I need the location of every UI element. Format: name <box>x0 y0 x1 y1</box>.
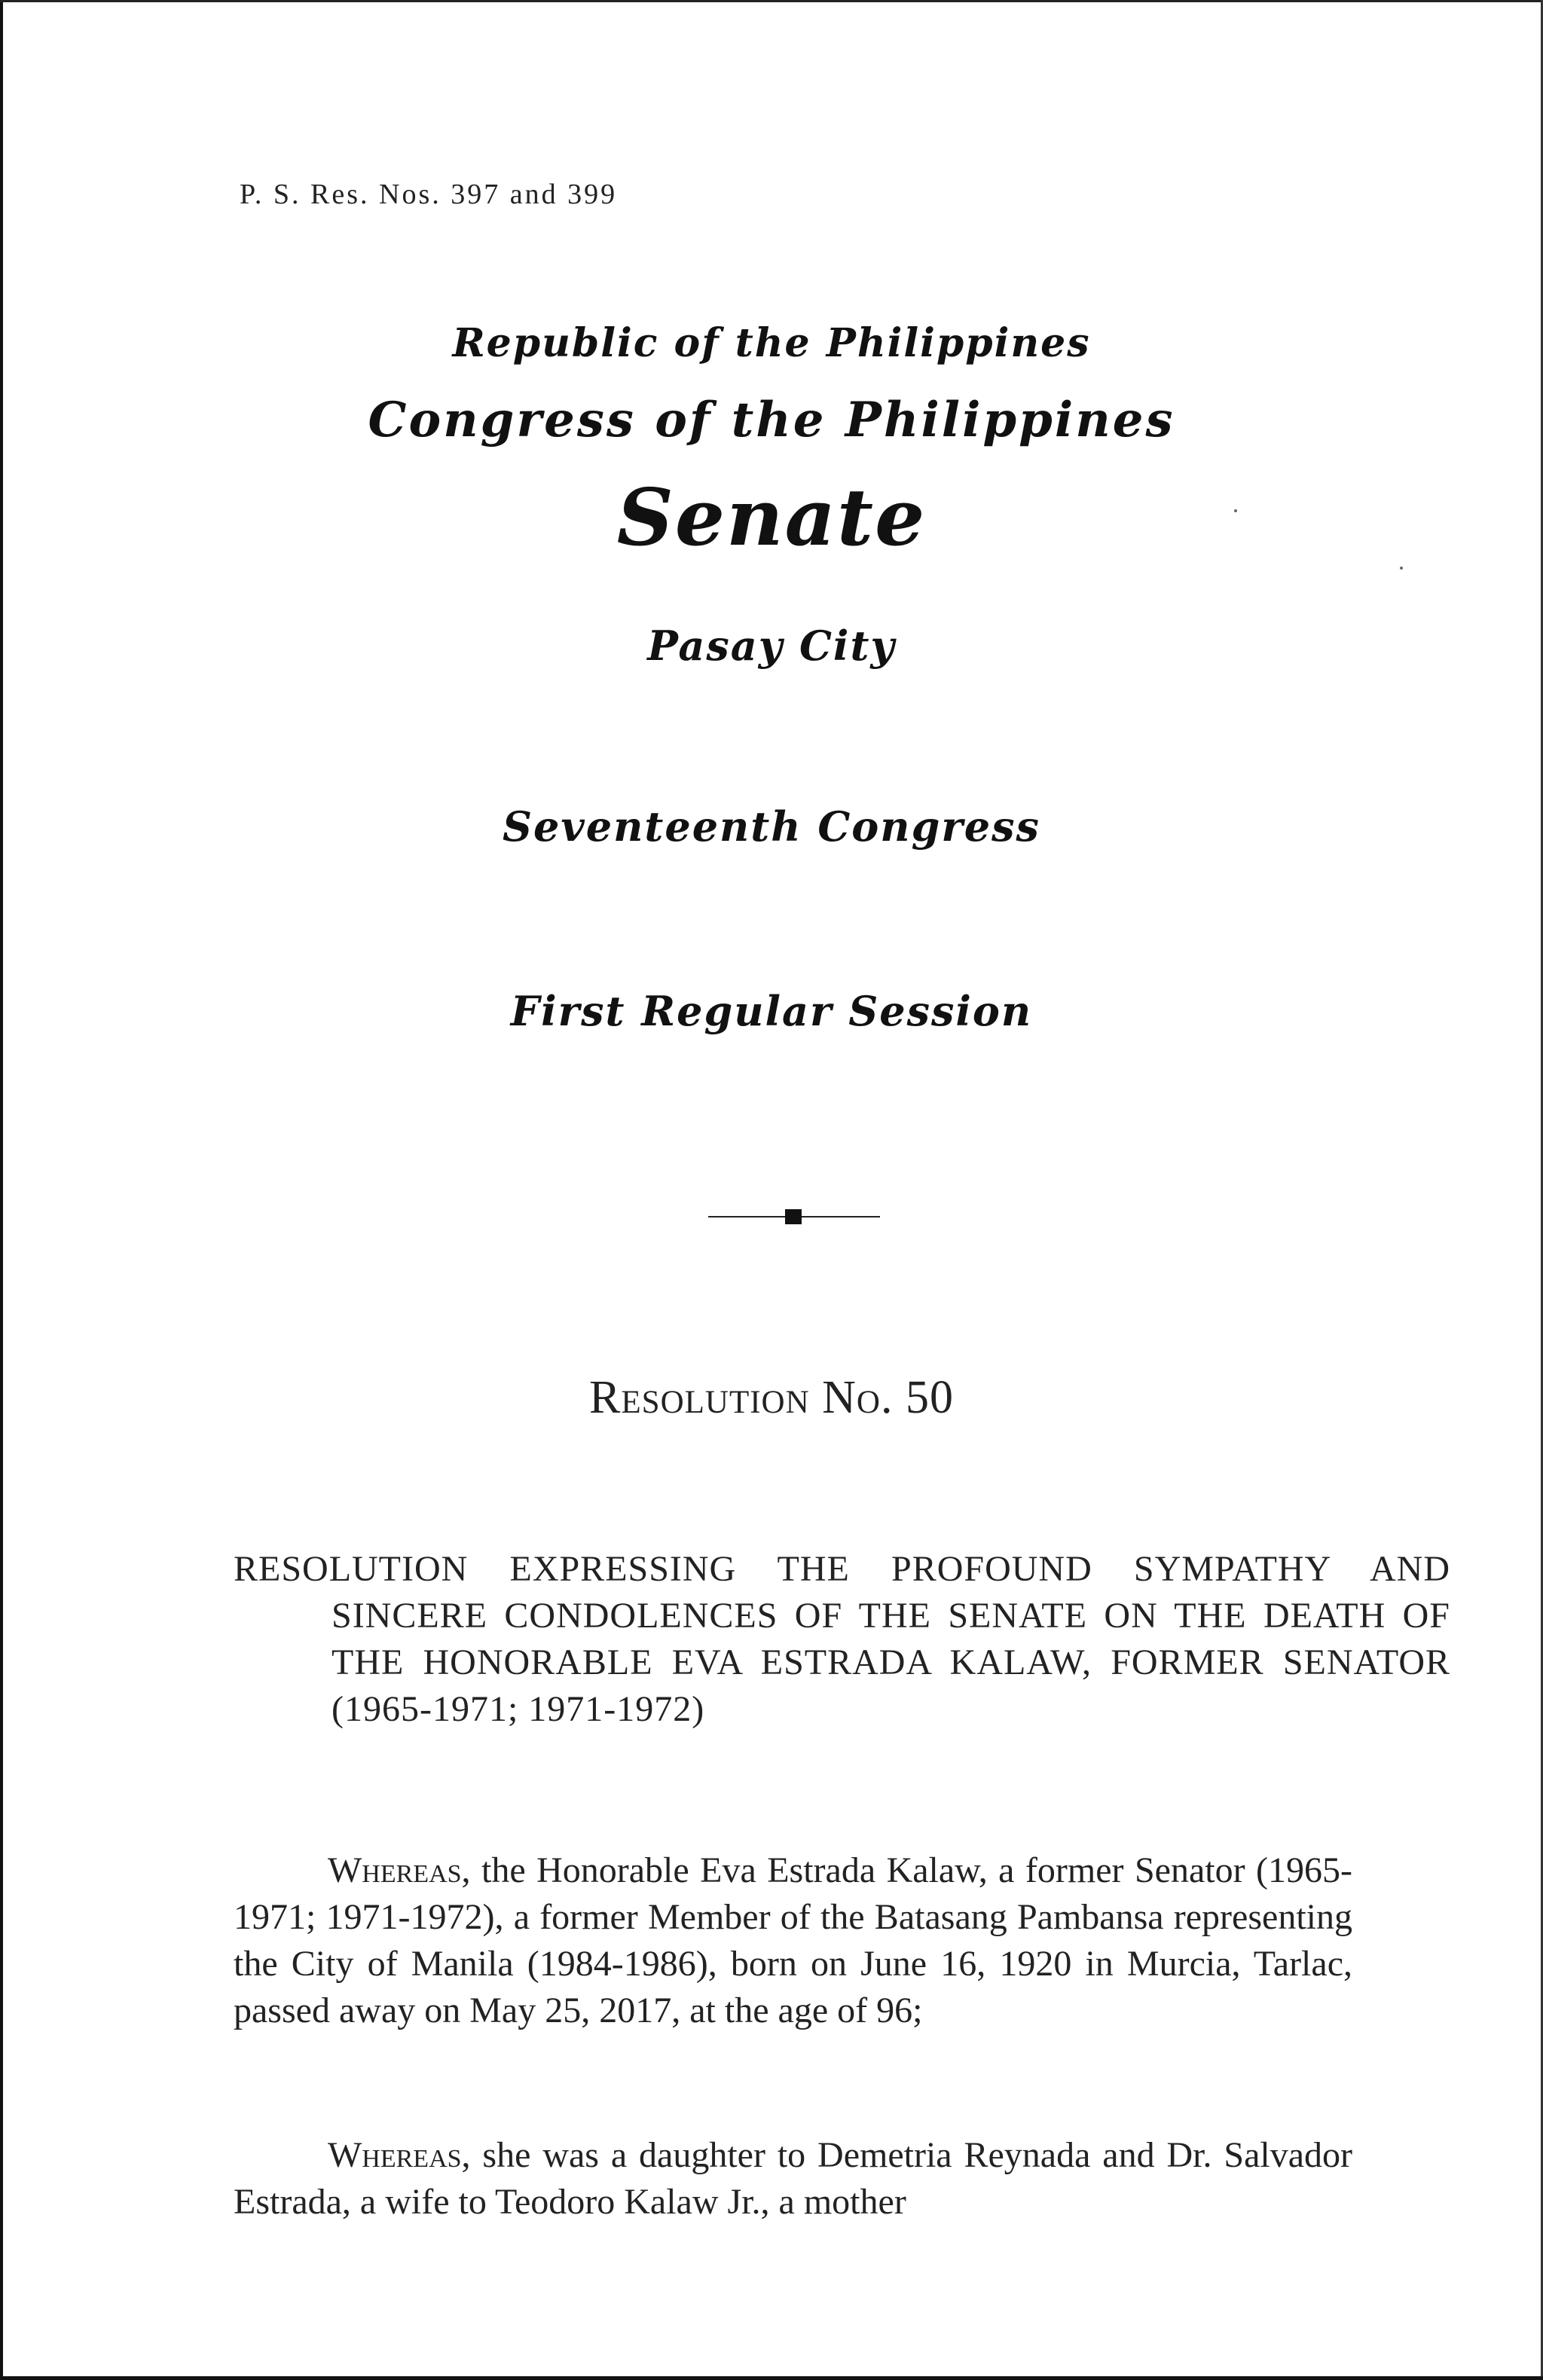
paragraph-text: , the Honorable Eva Estrada Kalaw, a former Senator (1965-1971; 1971-1972), a former Member of the Batasang Pambansa representing the City of Manila (1984-1986), born on June 16, 1920 in Murcia, Tarlac, passed away on May 25, 2017, at the age of 96; <box>234 1850 1352 2030</box>
scan-border-bottom <box>0 2376 1543 2380</box>
section-divider <box>708 1209 880 1224</box>
whereas-paragraph-2 <box>234 2132 1352 2226</box>
senate-heading: Senate <box>616 471 927 564</box>
session-heading: First Regular Session <box>510 987 1033 1035</box>
city-heading: Pasay City <box>647 622 896 670</box>
whereas-lead: Whereas <box>328 1850 462 1890</box>
whereas-paragraph-1 <box>234 1847 1352 2034</box>
congress-number-heading: Seventeenth Congress <box>503 802 1040 851</box>
resolution-title: RESOLUTION EXPRESSING THE PROFOUND SYMPATHY AND SINCERE CONDOLENCES OF THE SENATE ON THE DEATH OF THE HONORABLE EVA ESTRADA KALAW, FORMER SENATOR (1965-1971; 1971-1972) <box>234 1549 1450 1729</box>
divider-square-icon <box>785 1209 802 1224</box>
scan-border-top <box>0 0 1543 2</box>
scan-speck <box>1234 509 1237 512</box>
whereas-lead: Whereas <box>328 2135 462 2175</box>
paragraph-text: , she was a daughter to Demetria Reynada and Dr. Salvador Estrada, a wife to Teodoro Kalaw Jr., a mother <box>234 2135 1352 2222</box>
congress-heading: Congress of the Philippines <box>368 392 1175 448</box>
republic-heading: Republic of the Philippines <box>452 320 1091 366</box>
resolution-number: Resolution No. 50 <box>589 1372 954 1423</box>
reference-number: P. S. Res. Nos. 397 and 399 <box>240 179 618 210</box>
scan-speck <box>1400 567 1403 570</box>
